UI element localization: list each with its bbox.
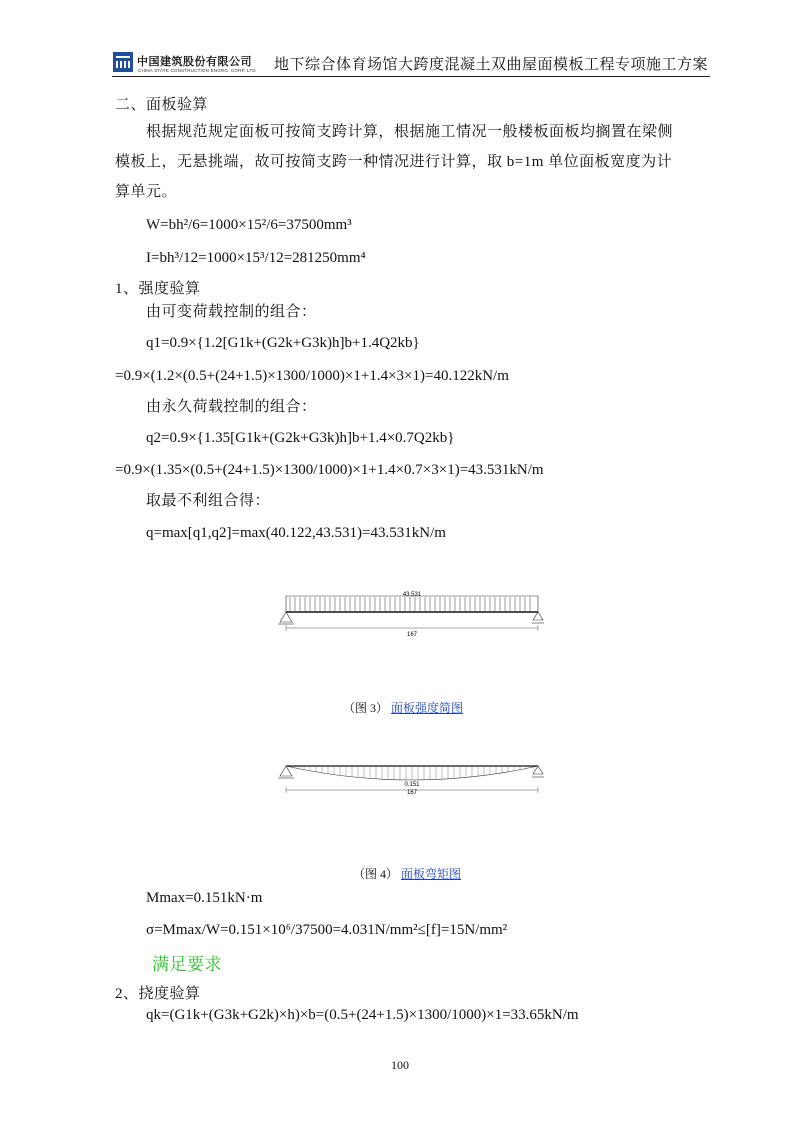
deflection-heading: 2、挠度验算 — [115, 986, 201, 1002]
q-max-formula: q=max[q1,q2]=max(40.122,43.531)=43.531kN/m — [146, 525, 446, 541]
q1-formula: q1=0.9×{1.2[G1k+(G2k+G3k)h]b+1.4Q2kb} — [146, 335, 420, 351]
conclusion-text: 满足要求 — [152, 955, 222, 974]
figure4-caption-link[interactable]: 面板弯矩图 — [401, 867, 462, 881]
permanent-load-label: 由永久荷载控制的组合： — [146, 399, 317, 415]
worst-combination-label: 取最不利组合得： — [146, 493, 271, 509]
pin-support-icon — [278, 766, 294, 778]
header-divider — [112, 76, 710, 77]
company-logo-icon — [113, 52, 133, 72]
strength-heading: 1、强度验算 — [115, 281, 201, 297]
pin-support-icon — [278, 612, 294, 624]
company-name-cn: 中国建筑股份有限公司 — [137, 55, 252, 68]
intro-line-3: 算单元。 — [115, 184, 178, 200]
variable-load-label: 由可变荷载控制的组合： — [146, 304, 317, 320]
max-moment: Mmax=0.151kN·m — [146, 890, 263, 906]
intro-line-1: 根据规范规定面板可按简支跨计算，根据施工情况一般楼板面板均搁置在梁侧 — [146, 124, 674, 140]
section-modulus-formula: W=bh²/6=1000×15²/6=37500mm³ — [146, 217, 352, 233]
q2-result: =0.9×(1.35×(0.5+(24+1.5)×1300/1000)×1+1.4×0.7×3×1)=43.531kN/m — [115, 462, 544, 478]
q2-formula: q2=0.9×{1.35[G1k+(G2k+G3k)h]b+1.4×0.7Q2kb} — [146, 430, 455, 446]
figure3-caption-link[interactable]: 面板强度简图 — [391, 701, 464, 715]
figure3-caption — [343, 700, 463, 716]
figure4-caption-prefix: （图 4） — [353, 867, 399, 881]
company-name-en: CHINA STATE CONSTRUCTION ENGRG. CORP. LTD — [138, 68, 256, 73]
qk-formula: qk=(G1k+(G3k+G2k)×h)×b=(0.5+(24+1.5)×1300/1000)×1=33.65kN/m — [146, 1007, 579, 1023]
span-value-label: 167 — [406, 632, 418, 638]
moment-of-inertia-formula: I=bh³/12=1000×15³/12=281250mm⁴ — [146, 250, 366, 266]
load-value-label: 43.531 — [402, 592, 422, 598]
figure3-caption-prefix: （图 3） — [343, 701, 389, 715]
q1-result: =0.9×(1.2×(0.5+(24+1.5)×1300/1000)×1+1.4×3×1)=40.122kN/m — [115, 368, 509, 384]
moment-value-label: 0.151 — [404, 782, 420, 788]
stress-check: σ=Mmax/W=0.151×10⁶/37500=4.031N/mm²≤[f]=15N/mm² — [146, 922, 508, 938]
figure4-caption — [353, 866, 461, 882]
panel-load-diagram — [270, 588, 550, 648]
section-heading: 二、面板验算 — [115, 97, 209, 113]
roller-support-icon — [532, 766, 544, 777]
page-number: 100 — [391, 1058, 409, 1072]
roller-support-icon — [532, 612, 544, 623]
header-title: 地下综合体育场馆大跨度混凝土双曲屋面模板工程专项施工方案 — [273, 57, 708, 73]
span-value-label: 167 — [406, 790, 418, 796]
panel-moment-diagram — [270, 758, 550, 798]
intro-line-2: 模板上，无悬挑端，故可按简支跨一种情况进行计算，取 b=1m 单位面板宽度为计 — [115, 154, 673, 170]
